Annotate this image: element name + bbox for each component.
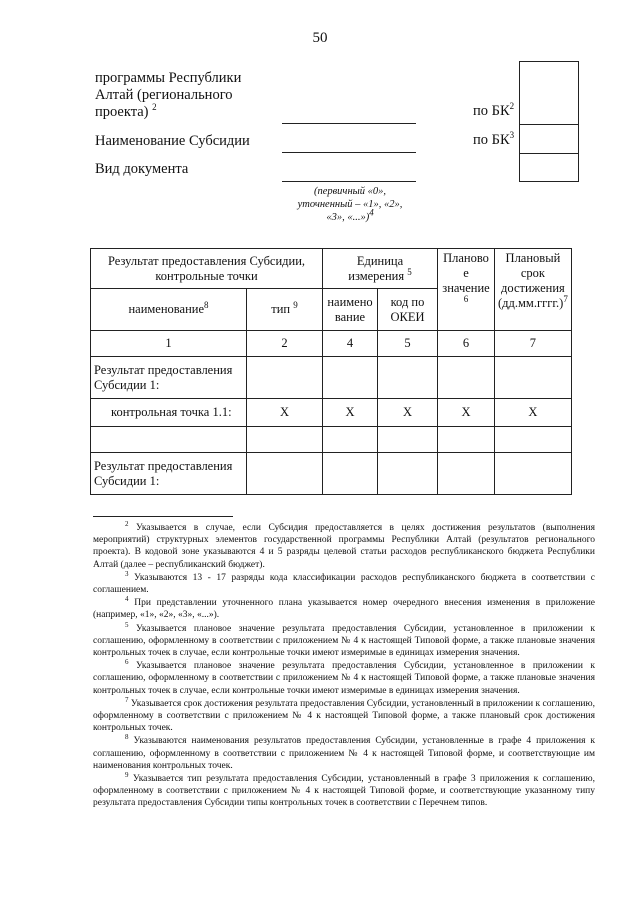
footnote-6 xyxy=(93,660,595,697)
header-unit-cell: Единица измерения $^5$ xyxy=(323,249,438,289)
po-bk-2-ref: 3 xyxy=(509,130,515,141)
header-unit-name-line-2: вание xyxy=(334,309,366,324)
table-row-result-1 xyxy=(91,357,572,399)
result-1-unit-name xyxy=(323,357,378,399)
header-unit-ref: 5 xyxy=(407,266,412,277)
result-1-plan-term xyxy=(495,357,572,399)
code-box-doc-type xyxy=(519,153,579,182)
program-line-2: Алтай (регионального xyxy=(95,87,233,103)
footnote-7-text: Указывается срок достижения результата предоставления Субсидии, установленный в приложении к соглашению, оформленному в соответствии с приложением № 4 к настоящей Типовой форме, а также плановый срок достижения контрольных точек. xyxy=(93,698,595,734)
header-okei-cell xyxy=(378,289,438,331)
footnote-9-ref: 9 xyxy=(125,770,129,779)
result-2-okei xyxy=(378,453,438,495)
col-number-4: 5 xyxy=(378,331,438,357)
program-underline xyxy=(282,123,416,124)
header-plan-value-line-3: значение xyxy=(442,281,490,295)
footnote-7 xyxy=(93,695,595,735)
doc-type-label: Вид документа xyxy=(95,161,189,177)
footnote-6-text: Указывается плановое значение результата предоставления Субсидии, установленное в приложении к соглашению, оформленному в соответствии с приложением № 4 к настоящей Типовой форме, а также плановые значения контрольных точек в случае, если контрольные точки имеют измеримые в единицах измерения значения. xyxy=(93,661,596,696)
po-bk-1-ref: 2 xyxy=(509,101,515,112)
col-number-2: 2 xyxy=(247,331,323,357)
empty-cell-4 xyxy=(378,427,438,453)
empty-cell-3 xyxy=(323,427,378,453)
footnote-2-ref: 2 xyxy=(125,519,129,528)
result-1-plan-value xyxy=(438,357,495,399)
footnote-3-text: Указываются 13 - 17 разряды кода классификации расходов республиканского бюджета в соответствии с соглашением. xyxy=(93,572,596,596)
footnote-4-ref: 4 xyxy=(125,595,129,604)
result-2-plan-term xyxy=(495,453,572,495)
program-footnote-ref: 2 xyxy=(152,102,157,113)
header-result-cell: Результат предоставления Субсидии, контрольные точки xyxy=(91,249,323,289)
control-point-okei: Х xyxy=(378,399,438,427)
table-row-empty xyxy=(91,427,572,453)
header-plan-value-ref: 6 xyxy=(463,293,469,304)
result-2-type xyxy=(247,453,323,495)
empty-cell-5 xyxy=(438,427,495,453)
header-name-cell: наименование$^8$ xyxy=(91,289,247,331)
footnote-8 xyxy=(93,735,595,772)
footnote-4-text: При представлении уточненного плана указывается номер очередного внесения изменения в приложение (например, «1», «2», «3», «...»). xyxy=(93,598,595,621)
footnote-5-text: Указывается плановое значение результата предоставления Субсидии, установленное в приложении к соглашению, оформленному в соответствии с приложением № 4 к настоящей Типовой форме, а также плановые значения контрольных точек в случае, если контрольные точки имеют измеримые в единицах измерения значения. xyxy=(93,623,596,659)
subsidy-name-underline xyxy=(282,152,416,153)
program-label xyxy=(95,70,241,121)
control-point-plan-term: Х xyxy=(495,399,572,427)
footnote-separator xyxy=(93,516,233,517)
doc-type-hint-ref: 4 xyxy=(369,207,374,218)
empty-cell-1 xyxy=(91,427,247,453)
header-plan-value-line-1: Планово xyxy=(443,251,489,265)
program-line-3: проекта) $^2$ xyxy=(95,102,157,120)
empty-cell-2 xyxy=(247,427,323,453)
control-point-unit-name: Х xyxy=(323,399,378,427)
footnote-7-ref: 7 xyxy=(125,695,129,704)
header-plan-term-cell xyxy=(495,249,572,331)
header-unit-name-line-1: наимено xyxy=(327,294,373,309)
footnote-5-ref: 5 xyxy=(125,620,129,629)
footnote-9-text: Указывается тип результата предоставления Субсидии, установленный в графе 3 приложения к соглашению, оформленному в соответствии с приложением № 4 к настоящей Типовой форме, и соответствующие указанному типу результата предоставления Субсидии типы контрольных точек в соответствии с Перечнем типов. xyxy=(93,774,595,809)
header-okei-line-2: ОКЕИ xyxy=(390,309,425,324)
empty-cell-6 xyxy=(495,427,572,453)
table-row-result-2 xyxy=(91,453,572,495)
footnote-2 xyxy=(93,519,595,571)
header-plan-term-line-1: Плановый xyxy=(505,251,561,265)
footnote-3-ref: 3 xyxy=(125,569,129,578)
result-2-plan-value xyxy=(438,453,495,495)
footnote-5 xyxy=(93,620,596,660)
table-row-control-point xyxy=(91,399,572,427)
col-number-3: 4 xyxy=(323,331,378,357)
header-type-ref: 9 xyxy=(293,299,298,310)
col-number-6: 7 xyxy=(495,331,572,357)
code-box-program xyxy=(519,61,579,125)
header-name-ref: 8 xyxy=(204,299,209,310)
po-bk-label-1: по $БК^2$ xyxy=(473,101,515,119)
footnote-8-ref: 8 xyxy=(125,733,129,742)
footnote-4 xyxy=(93,597,595,621)
page-number: 50 xyxy=(312,30,328,46)
column-number-row xyxy=(91,331,572,357)
po-bk-label-2: по $БК^3$ xyxy=(473,130,515,148)
footnote-9 xyxy=(93,770,595,810)
control-point-type: Х xyxy=(247,399,323,427)
doc-type-hint-line-2: уточненный – «1», «2», xyxy=(297,199,403,210)
col-number-1: 1 xyxy=(91,331,247,357)
results-table xyxy=(90,248,572,495)
header-plan-term-line-3: достижения xyxy=(501,281,565,295)
header-plan-value-cell xyxy=(438,249,495,331)
doc-type-hint xyxy=(280,185,420,224)
program-line-1: программы Республики xyxy=(95,70,242,86)
col-number-5: 6 xyxy=(438,331,495,357)
footnote-6-ref: 6 xyxy=(125,658,129,667)
footnote-3 xyxy=(93,569,596,596)
header-plan-value-line-2: е xyxy=(463,266,469,280)
footnote-2-text: Указывается в случае, если Субсидия предоставляется в целях достижения результатов (выполнения мероприятий) структурных элементов государственной программы Республики Алтай (результатов регионального проекта). В кодовой зоне указываются 4 и 5 разряды целевой статьи расходов республиканского бюджета Республики Алтай (далее – республиканский бюджет). xyxy=(93,523,595,570)
header-okei-line-1: код по xyxy=(390,294,425,309)
result-2-name: Результат предоставления Субсидии 1: xyxy=(91,453,247,495)
table-header-row-1 xyxy=(91,249,572,289)
result-1-okei xyxy=(378,357,438,399)
header-plan-term-line-2: срок xyxy=(520,266,545,280)
subsidy-name-label: Наименование Субсидии xyxy=(95,133,250,149)
header-plan-term-line-4: (дд.мм.гггг.)$^7$ xyxy=(498,293,568,310)
doc-type-hint-line-1: (первичный «0», xyxy=(313,186,387,197)
code-box-subsidy xyxy=(519,123,579,154)
result-2-unit-name xyxy=(323,453,378,495)
header-unit-name-cell xyxy=(323,289,378,331)
header-plan-term-ref: 7 xyxy=(563,293,568,304)
header-type-cell: тип $^9$ xyxy=(247,289,323,331)
control-point-name: контрольная точка 1.1: xyxy=(91,399,247,427)
footnotes xyxy=(93,519,596,811)
result-1-name: Результат предоставления Субсидии 1: xyxy=(91,357,247,399)
result-1-type xyxy=(247,357,323,399)
footnote-8-text: Указываются наименования результатов предоставления Субсидии, установленные в графе 4 приложения к соглашению, оформленному в соответствии с приложением № 4 к настоящей Типовой форме, и соответствующие им наименования контрольных точек. xyxy=(93,736,595,771)
doc-type-hint-line-3: «3», «...»)$^4$ xyxy=(326,207,374,223)
doc-type-underline xyxy=(282,181,416,182)
control-point-plan-value: Х xyxy=(438,399,495,427)
